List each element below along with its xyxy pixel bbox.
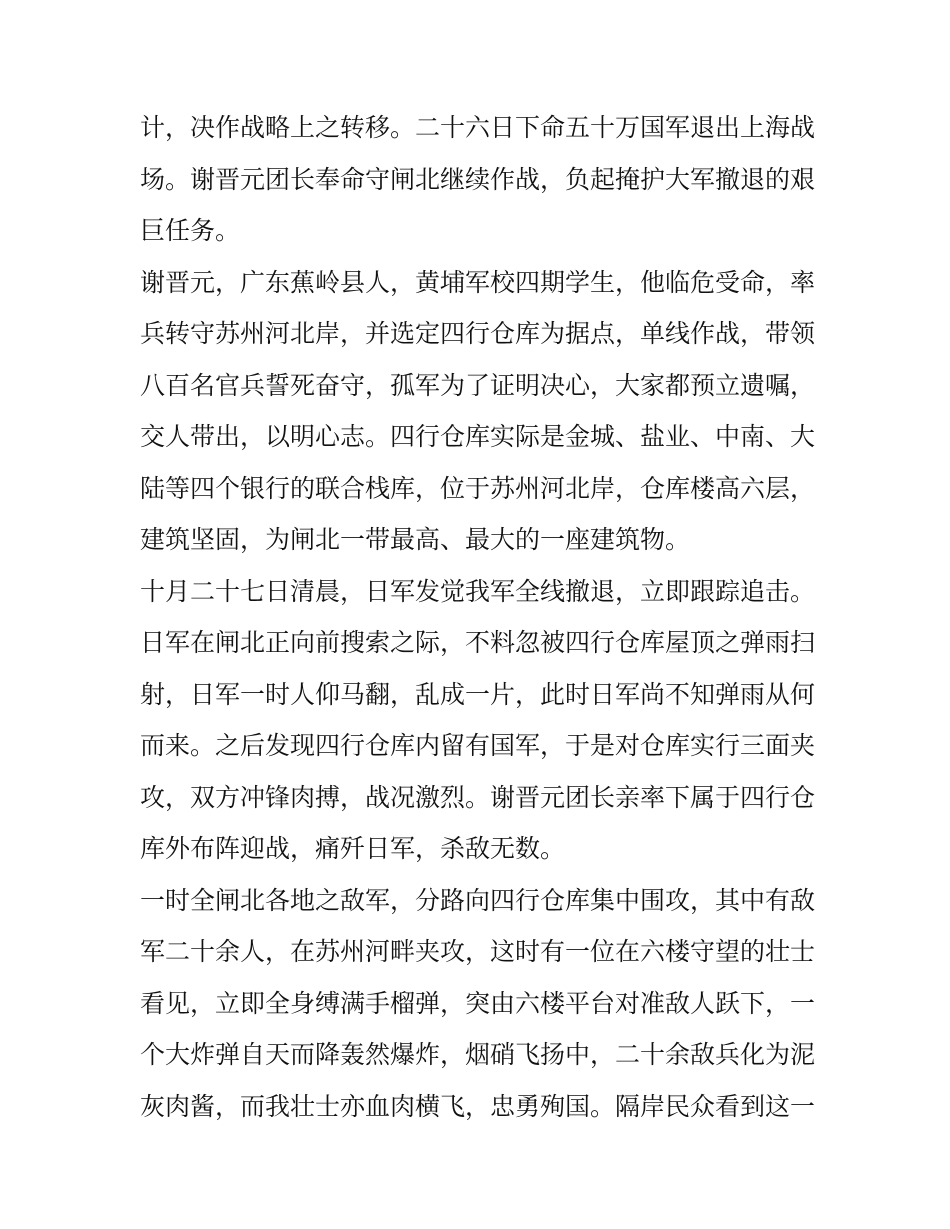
text-line: 计，决作战略上之转移。二十六日下命五十万国军退出上海战 (140, 113, 816, 142)
text-line: 个大炸弹自天而降轰然爆炸，烟硝飞扬中，二十余敌兵化为泥 (140, 1040, 816, 1069)
text-line: 陆等四个银行的联合栈库，位于苏州河北岸，仓库楼高六层， (140, 473, 816, 503)
body-text (140, 102, 816, 1132)
text-line: 军二十余人，在苏州河畔夹攻，这时有一位在六楼守望的壮士 (140, 937, 816, 966)
text-line: 交人带出，以明心志。四行仓库实际是金城、盐业、中南、大 (140, 422, 816, 451)
text-line: 八百名官兵誓死奋守，孤军为了证明决心，大家都预立遗嘱， (140, 370, 816, 400)
text-line: 攻，双方冲锋肉搏，战况激烈。谢晋元团长亲率下属于四行仓 (140, 782, 816, 812)
text-line: 而来。之后发现四行仓库内留有国军，于是对仓库实行三面夹 (140, 731, 816, 760)
text-line: 一时全闸北各地之敌军，分路向四行仓库集中围攻，其中有敌 (140, 885, 816, 915)
text-line: 灰肉酱，而我壮士亦血肉横飞，忠勇殉国。隔岸民众看到这一 (140, 1091, 816, 1121)
text-line: 场。谢晋元团长奉命守闸北继续作战，负起掩护大军撤退的艰 (140, 164, 816, 194)
text-line: 建筑坚固，为闸北一带最高、最大的一座建筑物。 (140, 525, 691, 554)
text-line: 库外布阵迎战，痛歼日军，杀敌无数。 (140, 834, 566, 863)
text-line: 日军在闸北正向前搜索之际，不料忽被四行仓库屋顶之弹雨扫 (140, 628, 816, 657)
text-line: 看见，立即全身缚满手榴弹，突由六楼平台对准敌人跃下，一 (140, 988, 816, 1018)
text-line: 兵转守苏州河北岸，并选定四行仓库为据点，单线作战，带领 (140, 319, 816, 348)
text-line: 谢晋元，广东蕉岭县人，黄埔军校四期学生，他临危受命，率 (140, 267, 816, 297)
text-line: 射，日军一时人仰马翻，乱成一片，此时日军尚不知弹雨从何 (140, 679, 816, 709)
text-line: 十月二十七日清晨，日军发觉我军全线撤退，立即跟踪追击。 (140, 576, 816, 606)
text-line: 巨任务。 (140, 216, 241, 245)
